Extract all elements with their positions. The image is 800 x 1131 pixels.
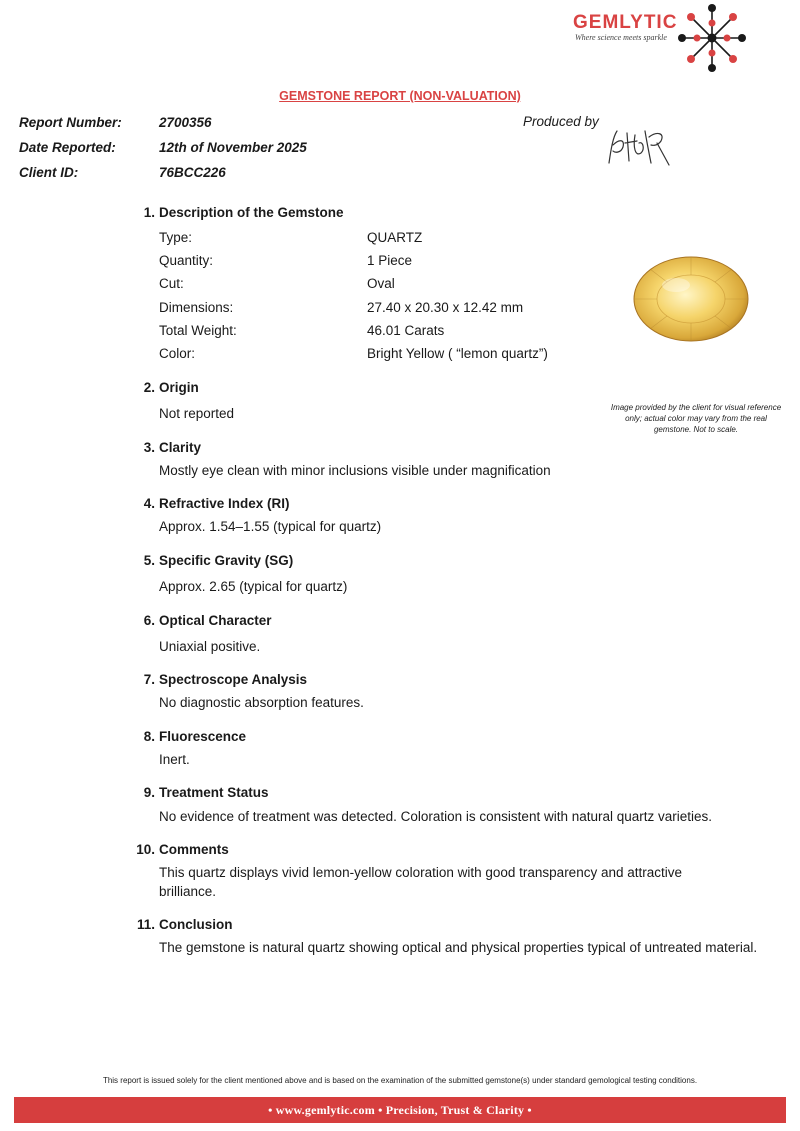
section-title-origin: Origin [159, 380, 199, 395]
desc-cut-label: Cut: [159, 276, 184, 291]
brand-name: GEMLYTIC [573, 12, 678, 33]
section-title-sg: Specific Gravity (SG) [159, 553, 294, 568]
section-text-treatment: No evidence of treatment was detected. Coloration is consistent with natural quartz varieties. [159, 809, 713, 824]
section-text-spectroscope: No diagnostic absorption features. [159, 695, 364, 710]
section-number: 11. [136, 917, 155, 932]
section-number: 7. [143, 672, 155, 687]
section-title-treatment: Treatment Status [159, 785, 269, 800]
desc-weight-label: Total Weight: [159, 323, 237, 338]
section-number: 10. [136, 842, 155, 857]
image-caption: Image provided by the client for visual reference only; actual color may vary from the real gemstone. Not to scale. [610, 403, 782, 434]
desc-color-value: Bright Yellow ( “lemon quartz”) [367, 346, 548, 361]
section-text-clarity: Mostly eye clean with minor inclusions visible under magnification [159, 463, 551, 478]
footer-website-link[interactable]: • www.gemlytic.com • Precision, Trust & Clarity • [268, 1102, 532, 1117]
report-number-value: 2700356 [159, 115, 212, 130]
section-text-fluorescence: Inert. [159, 752, 190, 767]
section-number: 5. [143, 553, 155, 568]
section-text-conclusion: The gemstone is natural quartz showing optical and physical properties typical of untreated material. [159, 940, 758, 955]
section-number: 9. [143, 785, 155, 800]
section-text-ri: Approx. 1.54–1.55 (typical for quartz) [159, 519, 382, 534]
brand-tagline: Where science meets sparkle [575, 33, 667, 42]
section-number: 2. [143, 380, 155, 395]
footer-disclaimer: This report is issued solely for the client mentioned above and is based on the examination of the submitted gemstone(s) under standard gemological testing conditions. [102, 1076, 698, 1085]
desc-type-label: Type: [159, 230, 193, 245]
section-title-ri: Refractive Index (RI) [159, 496, 290, 511]
report-number-label: Report Number: [19, 115, 122, 130]
date-reported-label: Date Reported: [19, 140, 116, 155]
section-title-comments: Comments [159, 842, 229, 857]
desc-quantity-label: Quantity: [159, 253, 214, 268]
client-id-value: 76BCC226 [159, 165, 226, 180]
desc-color-label: Color: [159, 346, 196, 361]
section-number: 1. [143, 205, 155, 220]
section-number: 4. [143, 496, 155, 511]
section-text-comments: This quartz displays vivid lemon-yellow coloration with good transparency and attractive brilliance. [159, 865, 682, 899]
section-text-sg: Approx. 2.65 (typical for quartz) [159, 579, 348, 594]
section-number: 8. [143, 729, 155, 744]
desc-cut-value: Oval [367, 276, 395, 291]
section-title-description: Description of the Gemstone [159, 205, 344, 220]
section-title-clarity: Clarity [159, 440, 202, 455]
section-title-spectroscope: Spectroscope Analysis [159, 672, 308, 687]
gemstone-image [632, 255, 750, 343]
desc-quantity-value: 1 Piece [367, 253, 413, 268]
section-title-fluorescence: Fluorescence [159, 729, 247, 744]
client-id-label: Client ID: [19, 165, 79, 180]
section-text-optical: Uniaxial positive. [159, 639, 261, 654]
section-title-conclusion: Conclusion [159, 917, 233, 932]
section-text-origin: Not reported [159, 406, 235, 421]
signature-icon [605, 123, 677, 171]
desc-dimensions-label: Dimensions: [159, 300, 234, 315]
footer-bar [14, 1097, 786, 1123]
section-number: 6. [143, 613, 155, 628]
date-reported-value: 12th of November 2025 [159, 140, 307, 155]
desc-dimensions-value: 27.40 x 20.30 x 12.42 mm [367, 300, 524, 315]
desc-type-value: QUARTZ [367, 230, 423, 245]
section-title-optical: Optical Character [159, 613, 272, 628]
section-number: 3. [143, 440, 155, 455]
brand-logo-icon [676, 2, 748, 74]
desc-weight-value: 46.01 Carats [367, 323, 445, 338]
produced-by-label: Produced by [523, 114, 599, 129]
report-title: GEMSTONE REPORT (NON-VALUATION) [279, 89, 521, 103]
